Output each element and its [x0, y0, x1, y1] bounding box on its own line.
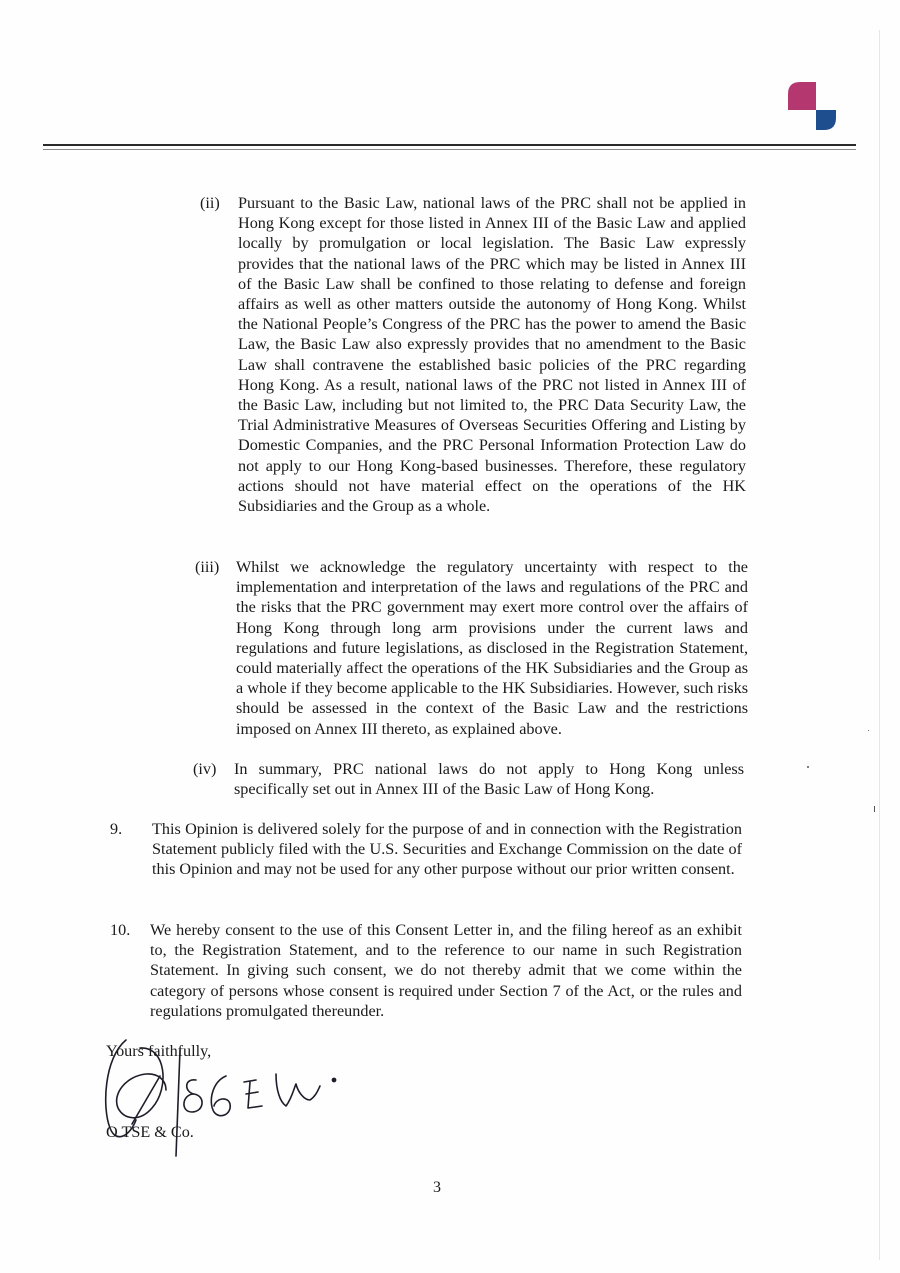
paragraph-opinion-purpose: This Opinion is delivered solely for the purpose of and in connection with the Registration Statement publicly filed with the U.S. Securities and Exchange Commission on the date of this Opinion and may not be used for any other purpose without our prior written consent. [152, 820, 742, 879]
item-number: (iii) [195, 558, 220, 576]
paragraph-regulatory-uncertainty: Whilst we acknowledge the regulatory uncertainty with respect to the implementation and interpretation of the laws and regulations of the PRC and the risks that the PRC government may exert more control over the affairs of Hong Kong through long arm provisions under the current laws and regulations and future legislations, as disclosed in the Registration Statement, could materially affect the operations of the HK Subsidiaries and the Group as a whole if they become applicable to the HK Subsidiaries. However, such risks should be assessed in the context of the Basic Law and the restrictions imposed on Annex III thereto, as explained above. [236, 558, 748, 738]
firm-logo-icon [786, 80, 838, 132]
scan-edge-line [879, 30, 880, 1260]
page-number: 3 [433, 1179, 441, 1196]
paragraph-basic-law: Pursuant to the Basic Law, national laws of the PRC shall not be applied in Hong Kong except for those listed in Annex III of the Basic Law and applied locally by promulgation or local legislation. The Basic Law expressly provides that the national laws of the PRC which may be listed in Annex III of the Basic Law shall be confined to those relating to defense and foreign affairs as well as other matters outside the autonomy of Hong Kong. Whilst the National People’s Congress of the PRC has the power to amend the Basic Law, the Basic Law also expressly provides that no amendment to the Basic Law shall contravene the established basic policies of the PRC regarding Hong Kong. As a result, national laws of the PRC not listed in Annex III of the Basic Law, including but not limited to, the PRC Data Security Law, the Trial Administrative Measures of Overseas Securities Offering and Listing by Domestic Companies, and the PRC Personal Information Protection Law do not apply to our Hong Kong-based businesses. Therefore, these regulatory actions should not have material effect on the operations of the HK Subsidiaries and the Group as a whole. [238, 194, 746, 516]
scan-speck [868, 730, 869, 731]
scan-speck [874, 806, 875, 812]
item-number: (ii) [200, 194, 220, 212]
paragraph-consent: We hereby consent to the use of this Consent Letter in, and the filing hereof as an exhibit to, the Registration Statement, and to the reference to our name in such Registration Statement. In giving such consent, we do not thereby admit that we come within the category of persons whose consent is required under Section 7 of the Act, or the rules and regulations promulgated thereunder. [150, 921, 742, 1020]
item-number: (iv) [193, 760, 217, 778]
scan-speck [807, 766, 809, 768]
item-number: 9. [110, 820, 123, 838]
header-rule [43, 144, 856, 150]
closing-salutation: Yours faithfully, [106, 1042, 212, 1060]
paragraph-summary: In summary, PRC national laws do not apply to Hong Kong unless specifically set out in Annex III of the Basic Law of Hong Kong. [234, 760, 744, 799]
firm-signatory: O TSE & Co. [106, 1123, 194, 1141]
item-number: 10. [110, 921, 131, 939]
